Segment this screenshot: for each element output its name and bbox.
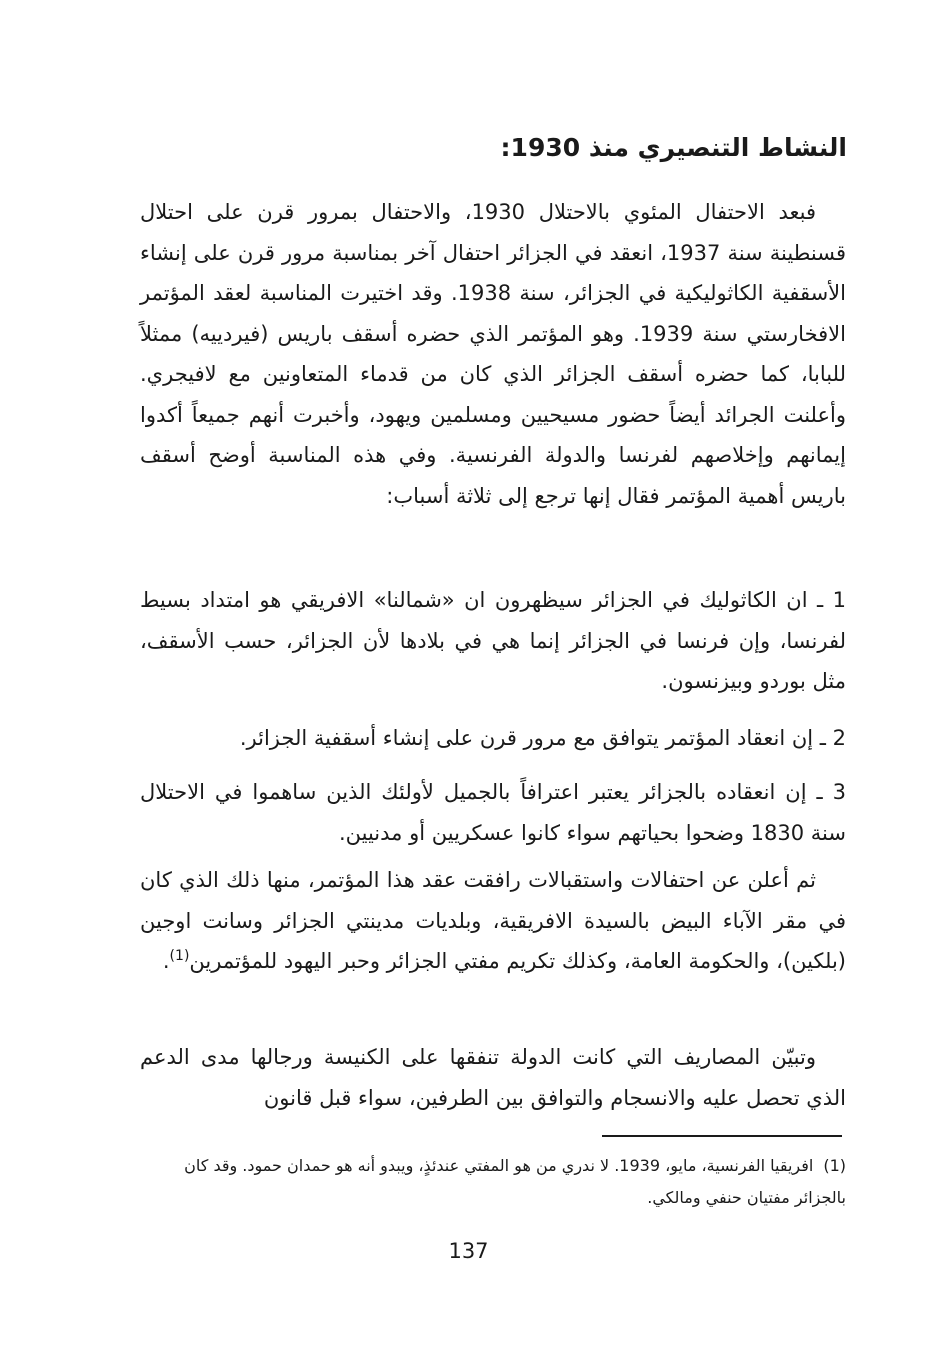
footnote [140, 1150, 846, 1214]
reason-2-paragraph: 2 ـ إن انعقاد المؤتمر يتوافق مع مرور قرن على إنشاء أسقفية الجزائر. [239, 726, 846, 750]
reason-1-paragraph: 1 ـ ان الكاثوليك في الجزائر سيظهرون ان «شمالنا» الافريقي هو امتداد بسيط لفرنسا، وإن فرنسا في الجزائر إنما هي في بلادها لأن الجزائر، حسب الأسقف، مثل بوردو وبيزنسون. [140, 588, 846, 693]
footnote-divider [602, 1135, 842, 1137]
reason-3-paragraph: 3 ـ إن انعقاده بالجزائر يعتبر اعترافاً بالجميل لأولئك الذين ساهموا في الاحتلال سنة 1830 وضحوا بحياتهم سواء كانوا عسكريين أو مدنيين. [140, 780, 846, 845]
footnote-label: (1) [823, 1156, 846, 1175]
page-number: 137 [448, 1239, 489, 1263]
footnote-text: افريقيا الفرنسية، مايو، 1939. لا ندري من هو المفتي عندئذٍ، ويبدو أنه هو حمدان حمود. وقد كان بالجزائر مفتيان حنفي ومالكي. [184, 1156, 846, 1207]
celebrations-period: . [162, 949, 170, 973]
celebrations-paragraph [140, 860, 846, 982]
section-heading: النشاط التنصيري منذ 1930: [500, 133, 847, 162]
footnote-reference: (1) [169, 948, 190, 964]
expenses-paragraph: وتبيّن المصاريف التي كانت الدولة تنفقها على الكنيسة ورجالها مدى الدعم الذي تحصل عليه والانسجام والتوافق بين الطرفين، سواء قبل قانون [140, 1045, 846, 1110]
celebrations-text: ثم أعلن عن احتفالات واستقبالات رافقت عقد هذا المؤتمر، منها ذلك الذي كان في مقر الآباء البيض بالسيدة الافريقية، وبلديات مدينتي الجزائر وسانت اوجين (بلكين)، والحكومة العامة، وكذلك تكريم مفتي الجزائر وحبر اليهود للمؤتمرين [140, 868, 846, 973]
intro-paragraph: فبعد الاحتفال المئوي بالاحتلال 1930، والاحتفال بمرور قرن على احتلال قسنطينة سنة 1937، انعقد في الجزائر احتفال آخر بمناسبة مرور قرن على إنشاء الأسقفية الكاثوليكية في الجزائر، سنة 1938. وقد اختيرت المناسبة لعقد المؤتمر الافخارستي سنة 1939. وهو المؤتمر الذي حضره أسقف باريس (فيردييه) ممثلاً للبابا، كما حضره أسقف الجزائر الذي كان من قدماء المتعاونين مع لافيجري. وأعلنت الجرائد أيضاً حضور مسيحيين ومسلمين ويهود، وأخبرت أنهم جميعاً أكدوا إيمانهم وإخلاصهم لفرنسا والدولة الفرنسية. وفي هذه المناسبة أوضح أسقف باريس أهمية المؤتمر فقال إنها ترجع إلى ثلاثة أسباب: [140, 200, 846, 508]
